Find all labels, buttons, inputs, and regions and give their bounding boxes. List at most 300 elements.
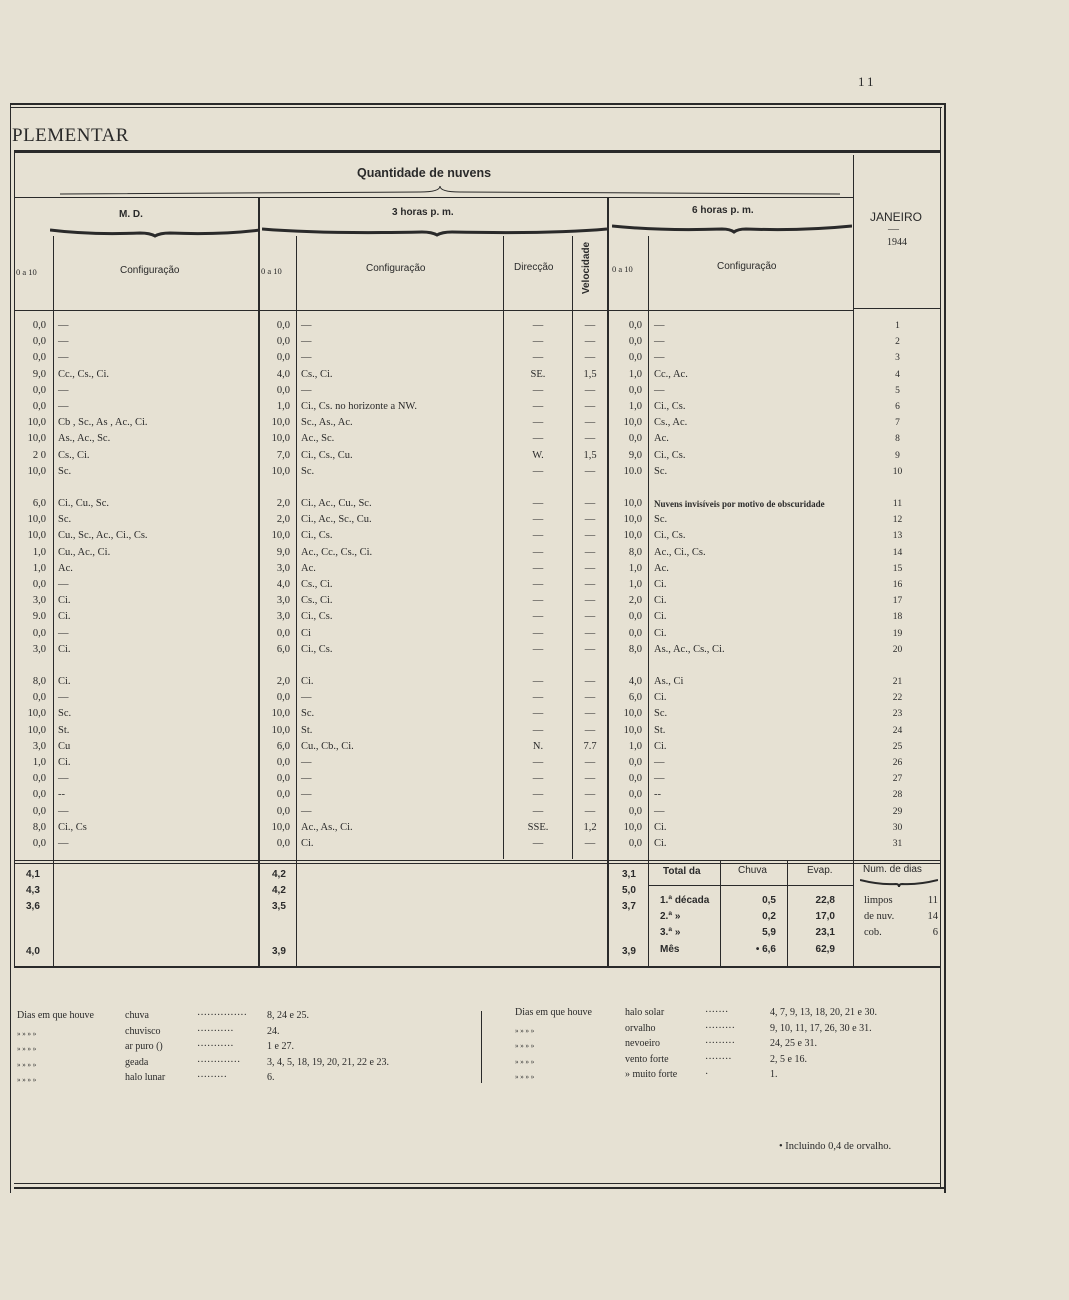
six-configuration: — [654, 384, 665, 396]
md-quantity: 0,0 [32, 384, 46, 396]
col-line-six-end [853, 155, 854, 966]
six-configuration: Ci. [654, 821, 667, 833]
footnote-dots: ··········· [197, 1025, 234, 1037]
md-configuration: Ci. [58, 595, 71, 607]
six-quantity: 1,0 [628, 579, 642, 590]
footnote-dots: · [705, 1069, 709, 1080]
six-quantity: 1,0 [628, 368, 642, 380]
num-dias-label: limpos [864, 895, 893, 906]
md-quantity: 3,0 [32, 643, 46, 655]
six-quantity: 0,0 [628, 773, 642, 785]
md-quantity: 10,0 [27, 724, 46, 736]
day-number: 9 [895, 450, 900, 461]
md-quantity: 3,0 [32, 740, 46, 752]
six-pm-header: 6 horas p. m. [692, 205, 754, 216]
top-rule-thin [10, 107, 942, 108]
three-quantity: 6,0 [276, 740, 290, 752]
three-configuration: Sc., As., Ac. [301, 417, 353, 429]
footnote-prefix: » » » » [515, 1042, 535, 1050]
footnote-label: chuvisco [125, 1025, 161, 1037]
footnote-value: 2, 5 e 16. [770, 1053, 807, 1065]
footnote-label: vento forte [625, 1053, 669, 1065]
md-configuration: — [58, 805, 69, 817]
right-rule [944, 103, 946, 1193]
month-header: JANEIRO [870, 210, 923, 224]
md-quantity: 0,0 [32, 627, 46, 639]
six-configuration: As., Ci [654, 676, 684, 687]
three-velocity: — [584, 643, 596, 655]
six-configuration: Ci., Cs. [654, 401, 686, 412]
three-direction: — [532, 773, 544, 785]
three-configuration: Cs., Ci. [301, 579, 333, 590]
md-scale-header: 0 a 10 [16, 267, 37, 277]
totals-label: 1.ª década [660, 895, 710, 906]
footnote-value: 9, 10, 11, 17, 26, 30 e 31. [770, 1022, 872, 1034]
col-line-three-end [607, 198, 609, 966]
three-average: 3,9 [272, 946, 286, 957]
md-configuration: — [58, 773, 69, 785]
subheader-rule-right [854, 308, 940, 309]
md-configuration: Ci. [58, 757, 71, 768]
totals-chuva: 0,2 [762, 911, 776, 922]
three-direction: — [532, 838, 544, 849]
num-dias-value: 14 [927, 911, 938, 922]
three-direction: N. [532, 740, 544, 752]
md-quantity: 0,0 [32, 401, 46, 412]
md-configuration: As., Ac., Sc. [58, 433, 111, 445]
day-number: 4 [895, 369, 900, 380]
col-line-md-q [53, 236, 54, 966]
day-number: 26 [892, 758, 903, 768]
num-dias-value: 11 [927, 895, 938, 906]
three-velocity: — [584, 757, 596, 768]
left-rule [10, 103, 11, 1193]
three-velocity: — [584, 724, 596, 736]
md-configuration: Sc. [58, 514, 72, 526]
md-configuration: Cu [58, 740, 71, 752]
day-number: 22 [892, 693, 903, 704]
footnote-prefix: » » » » [17, 1029, 37, 1038]
three-direction: — [532, 627, 544, 639]
footnote-prefix: » » » » [515, 1026, 535, 1035]
six-configuration: -- [654, 789, 661, 801]
three-velocity: 1,2 [583, 821, 597, 833]
three-quantity: 10,0 [271, 433, 290, 445]
three-quantity: 4,0 [276, 579, 290, 590]
three-direction: — [532, 692, 544, 704]
six-quantity: 10,0 [623, 724, 642, 736]
six-configuration: Sc. [654, 514, 668, 526]
six-configuration: Cs., Ac. [654, 417, 688, 429]
md-configuration: Cu., Ac., Ci. [58, 546, 111, 558]
day-number: 14 [892, 547, 903, 558]
footnote-label: halo solar [625, 1007, 665, 1018]
three-velocity: 1,5 [583, 368, 597, 380]
three-configuration: — [301, 757, 312, 768]
chuva-label: Chuva [738, 865, 767, 876]
six-quantity: 2,0 [628, 595, 642, 607]
three-velocity: — [584, 805, 596, 817]
three-direction: — [532, 401, 544, 412]
quantidade-header: Quantidade de nuvens [357, 166, 492, 180]
three-quantity: 6,0 [276, 643, 290, 655]
three-velocity: — [584, 546, 596, 558]
three-velocity: — [584, 773, 596, 785]
num-dias-label: cob. [864, 927, 882, 938]
day-number: 10 [892, 466, 903, 477]
brace-num-dias [860, 878, 938, 888]
col-line-vel [572, 236, 573, 859]
three-configuration: Ac., Sc. [301, 433, 335, 445]
top-rule [10, 103, 946, 105]
three-configuration: — [301, 320, 312, 331]
three-velocity: — [584, 320, 596, 331]
averages-rule-2 [14, 863, 940, 864]
three-quantity: 9,0 [276, 546, 290, 558]
three-average: 4,2 [272, 885, 286, 896]
md-configuration: — [58, 336, 69, 348]
md-quantity: 9,0 [32, 368, 46, 380]
three-configuration: — [301, 692, 312, 704]
day-number: 18 [892, 612, 903, 623]
page-number: 11 [858, 74, 877, 89]
six-configuration: Ac. [654, 433, 669, 445]
footnote-dots: ······· [705, 1007, 729, 1018]
six-quantity: 0,0 [628, 611, 642, 623]
totals-label: Total da [663, 866, 701, 877]
six-configuration: Nuvens invisíveis por motivo de obscuridade [654, 499, 825, 509]
three-quantity: 0,0 [276, 384, 290, 396]
footnote-value: 4, 7, 9, 13, 18, 20, 21 e 30. [770, 1007, 877, 1018]
day-number: 28 [892, 790, 903, 801]
six-quantity: 0,0 [628, 336, 642, 348]
three-scale-header: 0 a 10 [261, 266, 282, 276]
footnote-value: 1. [770, 1069, 778, 1080]
six-configuration: As., Ac., Cs., Ci. [654, 643, 725, 655]
md-configuration: — [58, 401, 69, 412]
three-direction: — [532, 352, 544, 364]
footnote-prefix: » » » » [17, 1060, 37, 1069]
md-quantity: 6,0 [32, 498, 46, 509]
md-configuration: Cb , Sc., As , Ac., Ci. [58, 417, 148, 429]
md-quantity: 2 0 [32, 449, 46, 461]
six-quantity: 10,0 [623, 514, 642, 526]
col-line-six-q [648, 236, 649, 966]
totals-label: 3.ª » [660, 927, 681, 938]
md-configuration: Ci. [58, 611, 71, 623]
md-configuration: Ci., Cs [58, 821, 87, 833]
md-quantity: 10,0 [27, 433, 46, 445]
three-quantity: 1,0 [276, 401, 290, 412]
three-direction: — [532, 595, 544, 607]
md-average: 3,6 [26, 901, 40, 912]
bottom-rule [14, 1183, 941, 1184]
footnote-value: 1 e 27. [267, 1041, 294, 1052]
three-quantity: 0,0 [276, 627, 290, 639]
three-velocity: — [584, 530, 596, 542]
three-velocity: — [584, 336, 596, 348]
evap-label: Evap. [807, 865, 833, 876]
six-configuration: — [654, 805, 665, 817]
three-velocity: — [584, 514, 596, 526]
three-direction: — [532, 546, 544, 558]
three-velocity: — [584, 692, 596, 704]
three-configuration: — [301, 352, 312, 364]
day-number: 1 [895, 321, 900, 331]
three-direction: — [532, 789, 544, 801]
totals-chuva: • 6,6 [755, 944, 776, 955]
six-quantity: 6,0 [628, 692, 642, 704]
three-direction: — [532, 514, 544, 526]
six-config-header: Configuração [717, 261, 777, 272]
six-scale-header: 0 a 10 [612, 264, 633, 274]
six-quantity: 10,0 [623, 530, 642, 542]
three-velocity: — [584, 433, 596, 445]
three-quantity: 10,0 [271, 821, 290, 833]
three-velocity: — [584, 401, 596, 412]
six-quantity: 0,0 [628, 320, 642, 331]
md-header: M. D. [119, 209, 143, 220]
md-quantity: 3,0 [32, 595, 46, 607]
day-number: 8 [895, 434, 900, 445]
day-number: 27 [892, 774, 903, 785]
six-configuration: Ac., Ci., Cs. [654, 546, 706, 558]
six-quantity: 10,0 [623, 821, 642, 833]
footnote-dots: ············· [197, 1056, 241, 1068]
md-configuration: Cu., Sc., Ac., Ci., Cs. [58, 530, 148, 542]
three-quantity: 0,0 [276, 757, 290, 768]
three-quantity: 0,0 [276, 692, 290, 704]
three-quantity: 2,0 [276, 498, 290, 509]
six-quantity: 8,0 [628, 643, 642, 655]
bottom-rule-thick [14, 1187, 946, 1189]
three-direction: — [532, 757, 544, 768]
three-quantity: 0,0 [276, 789, 290, 801]
three-configuration: Ci., Cs. no horizonte a NW. [301, 401, 417, 412]
six-configuration: — [654, 320, 665, 331]
footnote-label: orvalho [625, 1022, 656, 1034]
three-direction: — [532, 724, 544, 736]
col-line-dir [503, 236, 504, 859]
md-config-header: Configuração [120, 265, 180, 276]
three-configuration: Ac., As., Ci. [301, 821, 353, 833]
day-number: 3 [895, 353, 900, 364]
six-average: 3,1 [622, 869, 636, 880]
md-quantity: 8,0 [32, 821, 46, 833]
three-direction: SSE. [527, 821, 549, 833]
three-direction: — [532, 320, 544, 331]
three-velocity: — [584, 562, 596, 574]
three-direction: SE. [530, 368, 546, 380]
left-rule-inner [14, 152, 15, 967]
six-configuration: — [654, 757, 665, 768]
three-configuration: Ci., Cs. [301, 611, 333, 623]
md-configuration: — [58, 692, 69, 704]
three-quantity: 0,0 [276, 336, 290, 348]
six-quantity: 0,0 [628, 805, 642, 817]
three-quantity: 4,0 [276, 368, 290, 380]
brace-md [50, 226, 260, 238]
six-quantity: 1,0 [628, 740, 642, 752]
six-configuration: Ci. [654, 611, 667, 623]
subheader-rule [14, 310, 854, 311]
three-quantity: 10,0 [271, 465, 290, 477]
three-configuration: Ci., Cs. [301, 643, 333, 655]
six-average: 5,0 [622, 885, 636, 896]
md-configuration: Cs., Ci. [58, 449, 90, 461]
six-quantity: 8,0 [628, 546, 642, 558]
three-quantity: 0,0 [276, 838, 290, 849]
footnote-value: 24, 25 e 31. [770, 1038, 817, 1049]
md-average: 4,1 [26, 869, 40, 880]
three-configuration: Cs., Ci. [301, 368, 333, 380]
three-config-header: Configuração [366, 263, 426, 274]
md-quantity: 0,0 [32, 579, 46, 590]
six-quantity: 0,0 [628, 838, 642, 849]
footnote-prefix: » » » » [17, 1045, 37, 1053]
md-quantity: 0,0 [32, 352, 46, 364]
md-quantity: 8,0 [32, 676, 46, 687]
three-configuration: Cu., Cb., Ci. [301, 740, 354, 752]
six-configuration: Ci. [654, 627, 667, 639]
footnote-label: nevoeiro [625, 1038, 660, 1049]
num-dias-value: 6 [932, 927, 938, 938]
footnote-dots: ··········· [197, 1041, 234, 1052]
day-number: 2 [895, 337, 900, 348]
day-number: 30 [892, 822, 903, 833]
md-configuration: Ac. [58, 562, 73, 574]
md-quantity: 10,0 [27, 465, 46, 477]
three-quantity: 2,0 [276, 676, 290, 687]
table-top-rule [14, 150, 940, 153]
footnote-value: 8, 24 e 25. [267, 1010, 309, 1021]
md-average: 4,0 [26, 946, 40, 957]
totals-header-rule [648, 885, 853, 886]
footnote-label: chuva [125, 1010, 149, 1021]
three-quantity: 7,0 [276, 449, 290, 461]
three-velocity: — [584, 789, 596, 801]
three-direction: — [532, 384, 544, 396]
averages-rule [14, 860, 940, 861]
three-velocity: — [584, 352, 596, 364]
totals-col-1 [720, 861, 721, 966]
totals-col-2 [787, 861, 788, 966]
md-quantity: 0,0 [32, 838, 46, 849]
md-configuration: Sc. [58, 465, 72, 477]
md-quantity: 1,0 [32, 562, 46, 574]
day-number: 31 [892, 839, 903, 849]
md-quantity: 1,0 [32, 546, 46, 558]
six-configuration: Ci. [654, 838, 667, 849]
md-quantity: 10,0 [27, 514, 46, 526]
six-configuration: Ci., Cs. [654, 449, 686, 461]
day-number: 5 [895, 385, 900, 396]
footnote-note: • Incluindo 0,4 de orvalho. [779, 1141, 892, 1152]
md-configuration: Ci., Cu., Sc. [58, 498, 110, 509]
three-quantity: 0,0 [276, 320, 290, 331]
six-quantity: 10,0 [623, 708, 642, 720]
brace-six [612, 222, 852, 234]
day-number: 13 [892, 531, 903, 542]
footnote-value: 6. [267, 1072, 275, 1083]
six-quantity: 4,0 [628, 676, 642, 687]
six-configuration: Ci. [654, 740, 667, 752]
three-direction: — [532, 465, 544, 477]
md-quantity: 0,0 [32, 692, 46, 704]
footnote-prefix: Dias em que houve [17, 1010, 94, 1021]
col-line-three-q [296, 236, 297, 966]
md-quantity: 10,0 [27, 530, 46, 542]
three-velocity: — [584, 417, 596, 429]
totals-chuva: 5,9 [762, 927, 776, 938]
six-configuration: Ac. [654, 562, 669, 574]
three-configuration: Ci., Cs., Cu. [301, 449, 353, 461]
three-pm-header: 3 horas p. m. [392, 207, 454, 218]
right-rule-thin [940, 107, 941, 1189]
three-velocity: — [584, 627, 596, 639]
three-velocity: — [584, 384, 596, 396]
md-quantity: 10,0 [27, 417, 46, 429]
num-dias-label: Num. de dias [863, 864, 922, 875]
six-configuration: — [654, 773, 665, 785]
three-configuration: Sc. [301, 708, 315, 720]
three-configuration: — [301, 773, 312, 785]
three-quantity: 10,0 [271, 530, 290, 542]
six-configuration: Sc. [654, 708, 668, 720]
three-velocity: 1,5 [583, 449, 597, 461]
day-number: 7 [895, 418, 900, 429]
three-quantity: 0,0 [276, 773, 290, 785]
footnote-prefix: » » » » [515, 1073, 535, 1081]
three-velocity: — [584, 595, 596, 607]
six-quantity: 1,0 [628, 401, 642, 412]
six-quantity: 10.0 [623, 465, 642, 477]
md-quantity: 0,0 [32, 336, 46, 348]
day-number: 12 [892, 515, 903, 526]
six-quantity: 10,0 [623, 498, 642, 509]
day-number: 11 [892, 499, 903, 509]
three-direction: — [532, 562, 544, 574]
six-quantity: 0,0 [628, 384, 642, 396]
six-average: 3,9 [622, 946, 636, 957]
three-configuration: Ac., Cc., Cs., Ci. [301, 546, 373, 558]
three-quantity: 10,0 [271, 417, 290, 429]
md-configuration: — [58, 838, 69, 849]
six-configuration: — [654, 352, 665, 364]
three-configuration: — [301, 789, 312, 801]
three-direction: W. [532, 449, 544, 461]
md-configuration: — [58, 579, 69, 590]
footnote-dots: ········· [197, 1072, 227, 1083]
three-velocity: — [584, 465, 596, 477]
three-direction: — [532, 805, 544, 817]
three-configuration: — [301, 805, 312, 817]
footnote-label: » muito forte [625, 1069, 678, 1080]
md-configuration: — [58, 627, 69, 639]
three-quantity: 10,0 [271, 708, 290, 720]
day-number: 17 [892, 596, 903, 607]
md-configuration: — [58, 384, 69, 396]
three-velocity: — [584, 498, 596, 509]
footnote-divider [481, 1011, 482, 1083]
totals-chuva: 0,5 [762, 895, 776, 906]
three-quantity: 0,0 [276, 805, 290, 817]
section-title: PLEMENTAR [12, 125, 129, 146]
totals-evap: 17,0 [815, 911, 835, 922]
three-quantity: 3,0 [276, 595, 290, 607]
totals-label: Mês [660, 944, 680, 955]
three-configuration: Ci. [301, 838, 314, 849]
